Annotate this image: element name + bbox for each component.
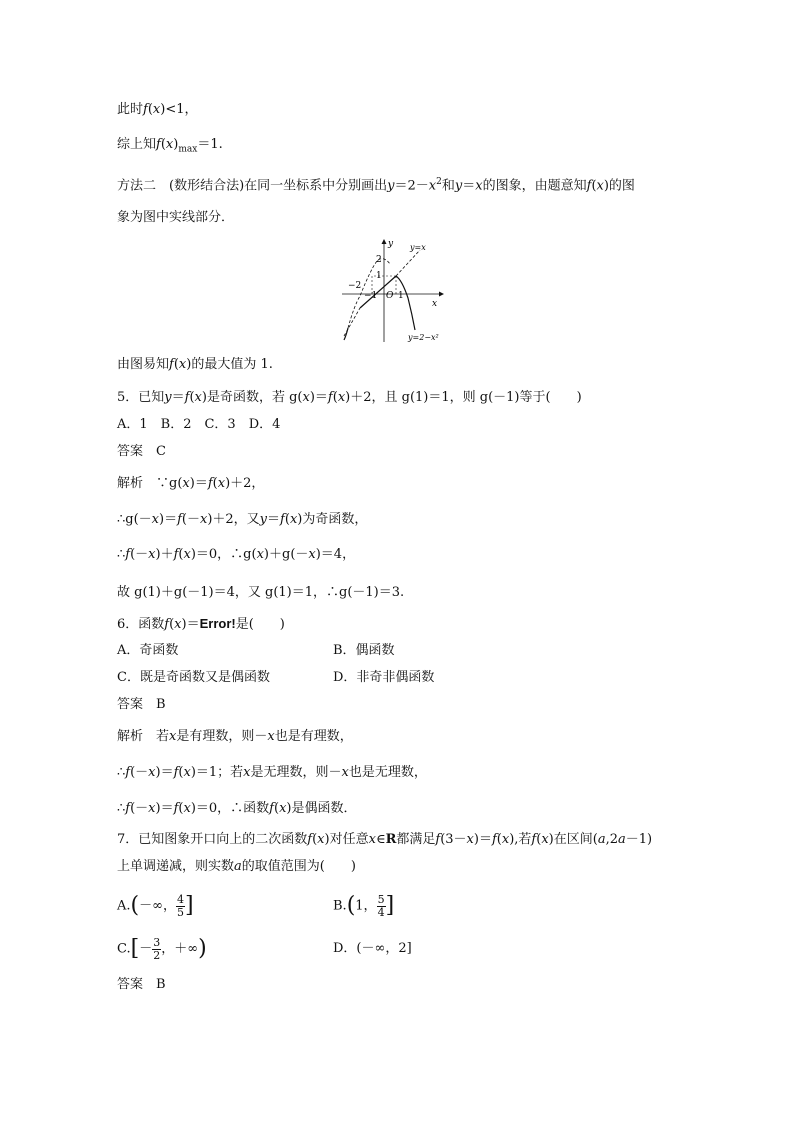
fraction (176, 894, 185, 919)
text: )＝ (309, 390, 328, 405)
option-d: D．(－∞，2] (333, 941, 412, 956)
text: x (178, 357, 187, 372)
text: (－ (130, 801, 149, 816)
text: x (183, 547, 191, 562)
question-6 (117, 615, 285, 634)
text: ，＋∞ (161, 941, 199, 957)
text: )＝ (181, 617, 200, 632)
text: ) (173, 137, 179, 152)
text: (－ (130, 547, 149, 562)
text: f (164, 617, 170, 632)
bracket: ( (130, 893, 140, 918)
text: x (475, 178, 483, 194)
text: ( (273, 801, 280, 816)
line-label: y=x (410, 243, 426, 252)
question-7-answer: 答案 B (117, 977, 166, 992)
text: (－ (130, 765, 149, 780)
text: f (173, 765, 179, 780)
text: )为奇函数， (297, 512, 368, 527)
text: f (125, 765, 131, 780)
bracket: ( (346, 893, 356, 918)
solution-line: 故 g(1)＋g(－1)＝4，又 g(1)＝1，∴g(－1)＝3. (117, 585, 405, 600)
numerator: 4 (176, 892, 184, 906)
text-line (117, 136, 223, 159)
text: ∈ (375, 832, 386, 847)
text: ( (178, 547, 184, 562)
text: f (269, 801, 274, 816)
denominator: 5 (176, 905, 184, 919)
text: (3－ (440, 832, 467, 847)
solution-line (117, 511, 367, 529)
text: 综上知 (117, 137, 157, 152)
text: y (259, 512, 268, 527)
text: ( (284, 512, 290, 527)
text: f (586, 178, 592, 194)
text: ＝ (171, 390, 185, 405)
text: f (280, 512, 285, 527)
bracket: [ (130, 936, 140, 961)
text: 6．函数 (117, 617, 165, 632)
text: ∴ (117, 801, 126, 816)
text: 的取值范围为( ) (241, 859, 356, 874)
text: x (308, 547, 316, 562)
origin-label: O (386, 291, 394, 301)
text: x (151, 512, 160, 527)
text: )＋g(－ (263, 547, 309, 562)
text: x (541, 832, 549, 847)
y-axis-label: y (388, 239, 394, 249)
solution-line (117, 546, 355, 564)
denominator: 2 (153, 948, 161, 962)
text: )是偶函数． (286, 801, 357, 816)
text: x (428, 178, 437, 194)
text: x (341, 765, 349, 780)
text: f (177, 512, 182, 527)
text: )＋2， (225, 476, 265, 491)
text: y (387, 178, 395, 194)
text: 1， (355, 898, 377, 914)
text: (－ (181, 512, 200, 527)
solution-line (117, 800, 356, 818)
text: x (169, 729, 177, 744)
text: y (454, 178, 463, 194)
x-axis-label: x (432, 299, 438, 309)
text: 也是有理数， (274, 729, 353, 744)
text: 由图易知 (117, 357, 170, 372)
text: ＝ (267, 512, 281, 527)
text: )＝ (155, 765, 174, 780)
numerator: 3 (153, 935, 161, 949)
y-axis-arrow-icon (382, 239, 387, 244)
option-c (117, 933, 207, 966)
text: ,2 (605, 832, 618, 847)
text: )<1， (160, 102, 198, 117)
text: f (531, 832, 537, 847)
text: ＝ (462, 178, 476, 194)
text: )＋2，又 (207, 512, 260, 527)
text: x (165, 137, 174, 152)
text: ∴g(－ (117, 512, 152, 527)
text: f (143, 102, 148, 117)
text: )＝0，∴函数 (190, 801, 270, 816)
text: f (125, 547, 131, 562)
text: x (466, 832, 474, 847)
text-line (117, 356, 273, 374)
option-b: B．偶函数 (333, 643, 395, 658)
solution-line (117, 764, 427, 782)
text: ( (147, 102, 153, 117)
tick-label: 2 (376, 255, 382, 265)
text: y (164, 390, 172, 405)
text: ( (169, 617, 175, 632)
text: x (152, 102, 161, 117)
text: x (289, 512, 298, 527)
text: ( (496, 832, 502, 847)
tick-label: −1 (364, 291, 378, 301)
text: x (596, 178, 604, 194)
text: －1) (625, 832, 653, 847)
text: a (617, 832, 626, 847)
text: f (173, 801, 179, 816)
text: ＝2－ (394, 178, 429, 194)
question-5-answer: 答案 C (117, 444, 166, 459)
text: x (302, 390, 310, 405)
text: )＋2，且 g(1)＝1，则 g(－1)等于( ) (345, 390, 582, 405)
numerator: 5 (377, 892, 385, 906)
text: － (139, 941, 153, 957)
text: 是( ) (235, 617, 285, 632)
error-text: Error! (199, 616, 236, 631)
text: ),若 (509, 832, 532, 847)
text: 和 (441, 178, 455, 194)
solution-line (117, 475, 264, 493)
text: 7．已知图象开口向上的二次函数 (117, 832, 308, 847)
text: f (169, 357, 174, 372)
tick-label: 1 (376, 271, 382, 281)
text: 象为图中实线部分． (117, 210, 235, 225)
text: 都满足 (396, 832, 436, 847)
question-7-cont (117, 858, 356, 876)
text: ( (189, 390, 195, 405)
option-label: A. (117, 898, 131, 914)
text-line (117, 101, 198, 119)
text: f (491, 832, 497, 847)
text: )＝ (189, 476, 208, 491)
text: 是无理数，则－ (250, 765, 342, 780)
text: 5．已知 (117, 390, 165, 405)
text: f (125, 801, 131, 816)
text: 此时 (117, 102, 144, 117)
question-5 (117, 389, 582, 407)
text: x (217, 476, 226, 491)
text: ∴ (117, 765, 126, 780)
text: R (385, 832, 397, 847)
x-axis-arrow-icon (439, 292, 444, 297)
text: x (243, 765, 251, 780)
text: x (279, 801, 287, 816)
text: )是奇函数，若 g( (201, 390, 303, 405)
solution-line (117, 728, 353, 746)
text: x (174, 617, 182, 632)
text: x (148, 801, 156, 816)
text: )对任意 (324, 832, 369, 847)
bracket: ] (184, 893, 194, 918)
text: ( (312, 832, 318, 847)
line-y-eq-x-dashed (396, 250, 420, 276)
text: ＝1. (197, 137, 223, 152)
option-c: C．既是奇函数又是偶函数 (117, 670, 270, 685)
text-line (117, 173, 635, 195)
text: －∞， (139, 898, 176, 914)
text: ∴ (117, 547, 126, 562)
text: 是有理数，则－ (176, 729, 268, 744)
text: x (256, 547, 264, 562)
text: )＝ (155, 801, 174, 816)
solid-graph-parabola-part (396, 276, 415, 330)
text: f (173, 547, 179, 562)
text: 方法二 (数形结合法)在同一坐标系中分别画出 (117, 178, 388, 194)
text: x (337, 390, 346, 405)
text: )在区间( (548, 832, 598, 847)
text: x (194, 390, 202, 405)
text: x (148, 765, 156, 780)
text: x (183, 765, 191, 780)
text: f (435, 832, 441, 847)
fraction (152, 937, 161, 962)
text: )＝ (473, 832, 492, 847)
text: x (501, 832, 510, 847)
text: )＝0，∴g( (190, 547, 257, 562)
fraction (377, 894, 386, 919)
text: )＝ (159, 512, 178, 527)
text: f (207, 476, 213, 491)
option-b (333, 890, 394, 923)
text: x (317, 832, 325, 847)
text: ( (160, 137, 166, 152)
text: ( (332, 390, 338, 405)
text: a (597, 832, 606, 847)
text: x (368, 832, 376, 847)
text: f (327, 390, 333, 405)
text: )＝1；若 (190, 765, 244, 780)
text: x (199, 512, 208, 527)
question-7 (117, 831, 652, 849)
text-line (117, 209, 234, 227)
question-6-answer: 答案 B (117, 697, 166, 712)
text: f (156, 137, 161, 152)
bracket: ] (385, 893, 395, 918)
option-label: B. (333, 898, 347, 914)
text: )的最大值为 1. (186, 357, 273, 372)
text: x (182, 476, 190, 491)
text: a (234, 859, 242, 874)
question-5-options: A．1 B．2 C．3 D．4 (117, 417, 281, 432)
option-a (117, 890, 194, 923)
text: ( (178, 765, 184, 780)
text: ( (178, 801, 184, 816)
text: ( (173, 357, 179, 372)
text: ( (536, 832, 542, 847)
text: )＝4， (315, 547, 356, 562)
text: f (307, 832, 313, 847)
function-graph (338, 236, 450, 344)
tick-label: −2 (348, 281, 362, 291)
text: 解析 ∵g( (117, 476, 183, 491)
text: f (184, 390, 190, 405)
text: 的图象，由题意知 (482, 178, 587, 194)
text: x (183, 801, 191, 816)
text: x (148, 547, 156, 562)
option-a: A．奇函数 (117, 643, 179, 658)
bracket: ) (198, 936, 207, 961)
text: 也是无理数， (348, 765, 427, 780)
parabola-label: y=2−x² (408, 333, 439, 342)
superscript: 2 (436, 177, 442, 187)
option-label: C. (117, 941, 131, 957)
solid-graph-left-part (344, 328, 348, 340)
tick-label: 1 (398, 291, 404, 301)
text: )的图 (603, 178, 635, 194)
text: ( (591, 178, 597, 194)
text: x (267, 729, 275, 744)
denominator: 4 (377, 905, 385, 919)
text: 上单调递减，则实数 (117, 859, 235, 874)
text: ( (212, 476, 218, 491)
subscript: max (178, 144, 198, 155)
option-d: D．非奇非偶函数 (333, 670, 435, 685)
text: )＋ (155, 547, 174, 562)
text: 解析 若 (117, 729, 170, 744)
